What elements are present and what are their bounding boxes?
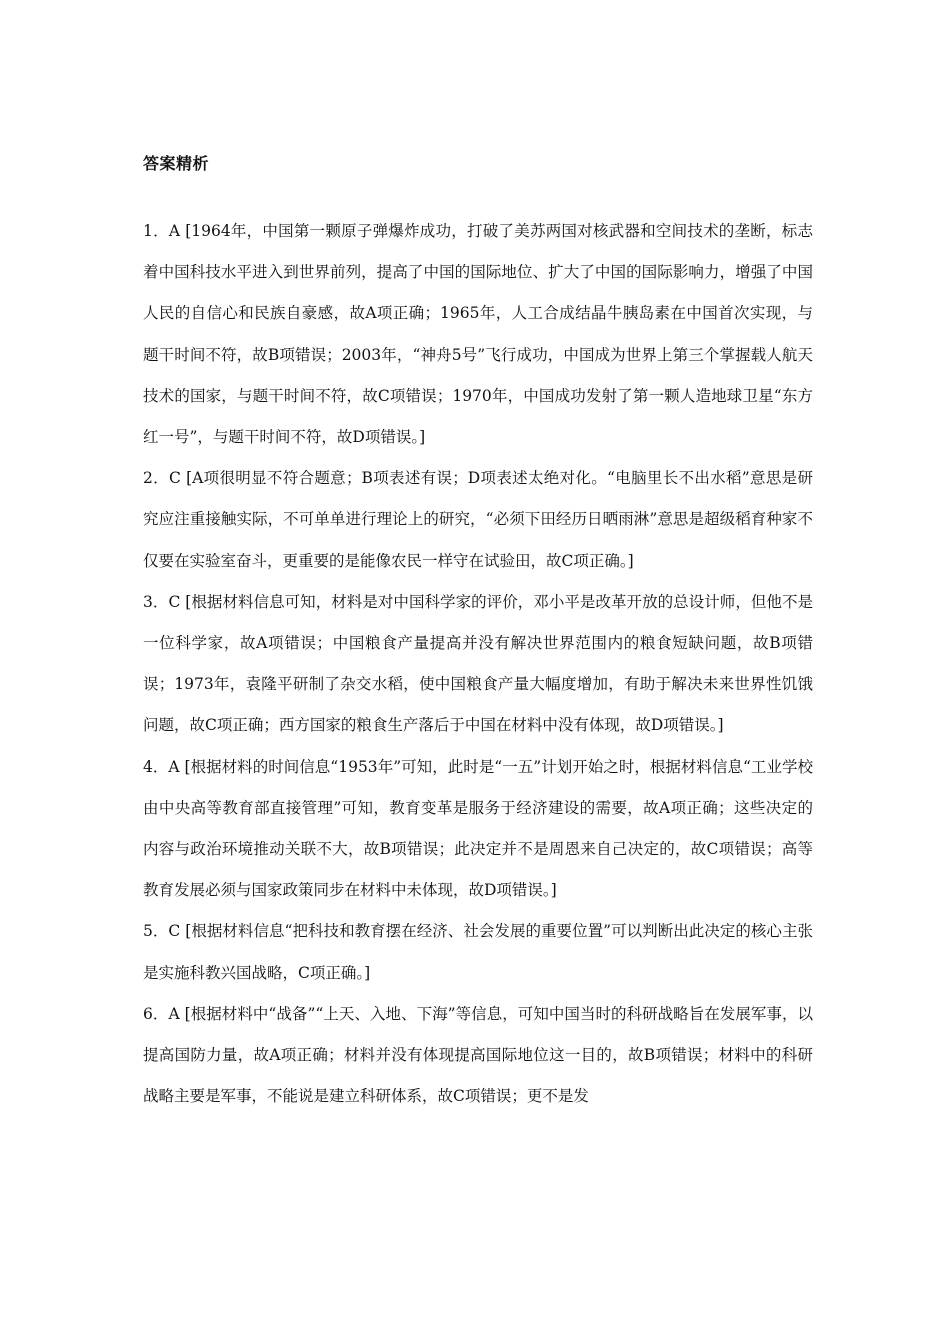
answer-item-5 <box>143 911 813 993</box>
answer-number: 1．A <box>143 222 186 240</box>
answer-explanation: [根据材料信息“把科技和教育摆在经济、社会发展的重要位置”可以判断出此决定的核心主张是实施科教兴国战略，C项正确。] <box>143 922 813 982</box>
answer-item-1 <box>143 211 813 458</box>
answer-number: 5．C <box>143 922 186 941</box>
answer-explanation: [根据材料中“战备”“上天、入地、下海”等信息，可知中国当时的科研战略旨在发展军事，以提高国防力量，故A项正确；材料并没有体现提高国际地位这一目的，故B项错误；材料中的科研战略主要是军事，不能说是建立科研体系，故C项错误；更不是发 <box>143 1004 814 1106</box>
answer-explanation: [根据材料的时间信息“1953年”可知，此时是“一五”计划开始之时，根据材料信息“工业学校由中央高等教育部直接管理”可知，教育变革是服务于经济建设的需要，故A项正确；这些决定的内容与政治环境推动关联不大，故B项错误；此决定并不是周恩来自己决定的，故C项错误；高等教育发展必须与国家政策同步在材料中未体现，故D项错误。] <box>143 757 813 900</box>
answer-list <box>143 211 813 1117</box>
answer-item-4 <box>143 747 813 912</box>
answer-explanation: [A项很明显不符合题意；B项表述有误；D项表述太绝对化。“电脑里长不出水稻”意思是研究应注重接触实际，不可单单进行理论上的研究，“必须下田经历日晒雨淋”意思是超级稻育种家不仅要在实验室奋斗，更重要的是能像农民一样守在试验田，故C项正确。] <box>143 469 813 570</box>
section-heading: 答案精析 <box>143 154 210 173</box>
answer-number: 4．A <box>143 757 185 776</box>
answer-explanation: [1964年，中国第一颗原子弹爆炸成功，打破了美苏两国对核武器和空间技术的垄断，标志着中国科技水平进入到世界前列，提高了中国的国际地位、扩大了中国的国际影响力，增强了中国人民的自信心和民族自豪感，故A项正确；1965年，人工合成结晶牛胰岛素在中国首次实现，与题干时间不符，故B项错误；2003年，“神舟5号”飞行成功，中国成为世界上第三个掌握载人航天技术的国家，与题干时间不符，故C项错误；1970年，中国成功发射了第一颗人造地球卫星“东方红一号”，与题干时间不符，故D项错误。] <box>143 222 814 447</box>
answer-item-2 <box>143 458 813 582</box>
answer-number: 6．A <box>143 1004 185 1023</box>
answer-number: 3．C <box>143 592 186 611</box>
answer-item-6 <box>143 994 813 1118</box>
answer-item-3 <box>143 582 813 747</box>
answer-explanation: [根据材料信息可知，材料是对中国科学家的评价，邓小平是改革开放的总设计师，但他不是一位科学家，故A项错误；中国粮食产量提高并没有解决世界范围内的粮食短缺问题，故B项错误；1973年，袁隆平研制了杂交水稻，使中国粮食产量大幅度增加，有助于解决未来世界性饥饿问题，故C项正确；西方国家的粮食生产落后于中国在材料中没有体现，故D项错误。] <box>143 592 813 735</box>
answer-number: 2．C <box>143 469 187 488</box>
